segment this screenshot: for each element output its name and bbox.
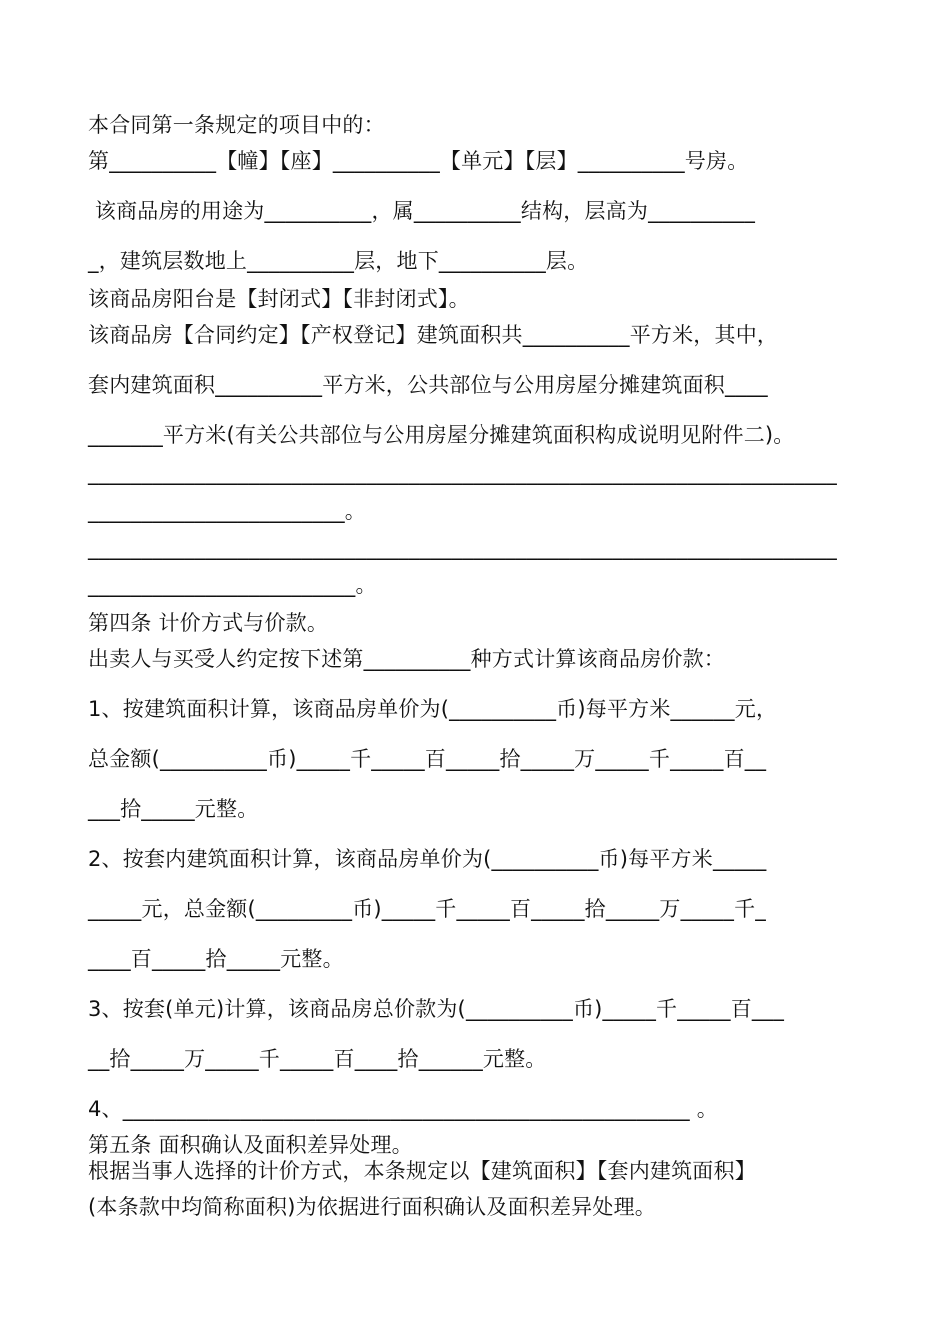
text-line: 3、按套(单元)计算，该商品房总价款为(__________币)_____千_____百___: [88, 997, 785, 1021]
text-line: 根据当事人选择的计价方式，本条规定以【建筑面积】【套内建筑面积】: [88, 1159, 756, 1183]
text-line: (本条款中均简称面积)为依据进行面积确认及面积差异处理。: [88, 1195, 656, 1219]
text-line: 1、按建筑面积计算，该商品房单价为(__________币)每平方米______元，: [88, 697, 778, 721]
text-line: 2、按套内建筑面积计算，该商品房单价为(__________币)每平方米_____: [88, 847, 767, 871]
blank-line: _________________________。: [88, 573, 377, 597]
text-line: __拾_____万_____千_____百____拾______元整。: [88, 1047, 547, 1071]
text-line: 第__________【幢】【座】__________【单元】【层】__________号房。: [88, 149, 749, 173]
text-line: 该商品房阳台是【封闭式】【非封闭式】。: [88, 287, 470, 311]
text-line: 总金额(__________币)_____千_____百_____拾_____万_____千_____百__: [88, 747, 767, 771]
text-line: 4、_____________________________________________________ 。: [88, 1097, 718, 1121]
blank-line: ______________________________________________________________________: [88, 461, 837, 485]
text-line: 套内建筑面积__________平方米，公共部位与公用房屋分摊建筑面积____: [88, 373, 768, 397]
text-line: _______平方米(有关公共部位与公用房屋分摊建筑面积构成说明见附件二)。: [88, 423, 795, 447]
text-line: _____元，总金额(_________币)_____千_____百_____拾_____万_____千_: [88, 897, 766, 921]
text-line: 出卖人与买受人约定按下述第__________种方式计算该商品房价款：: [88, 647, 725, 671]
text-line: _，建筑层数地上__________层，地下__________层。: [88, 249, 589, 273]
blank-line: ______________________________________________________________________: [88, 536, 837, 560]
text-line: 本合同第一条规定的项目中的：: [88, 113, 385, 137]
text-line: ___拾_____元整。: [88, 797, 259, 821]
text-line: 该商品房的用途为__________，属__________结构，层高为__________: [88, 199, 756, 223]
blank-line: ________________________。: [88, 499, 366, 523]
text-line: ____百_____拾_____元整。: [88, 947, 344, 971]
text-line: 该商品房【合同约定】【产权登记】建筑面积共__________平方米，其中，: [88, 323, 779, 347]
section-heading: 第五条 面积确认及面积差异处理。: [88, 1133, 413, 1157]
section-heading: 第四条 计价方式与价款。: [88, 611, 329, 635]
